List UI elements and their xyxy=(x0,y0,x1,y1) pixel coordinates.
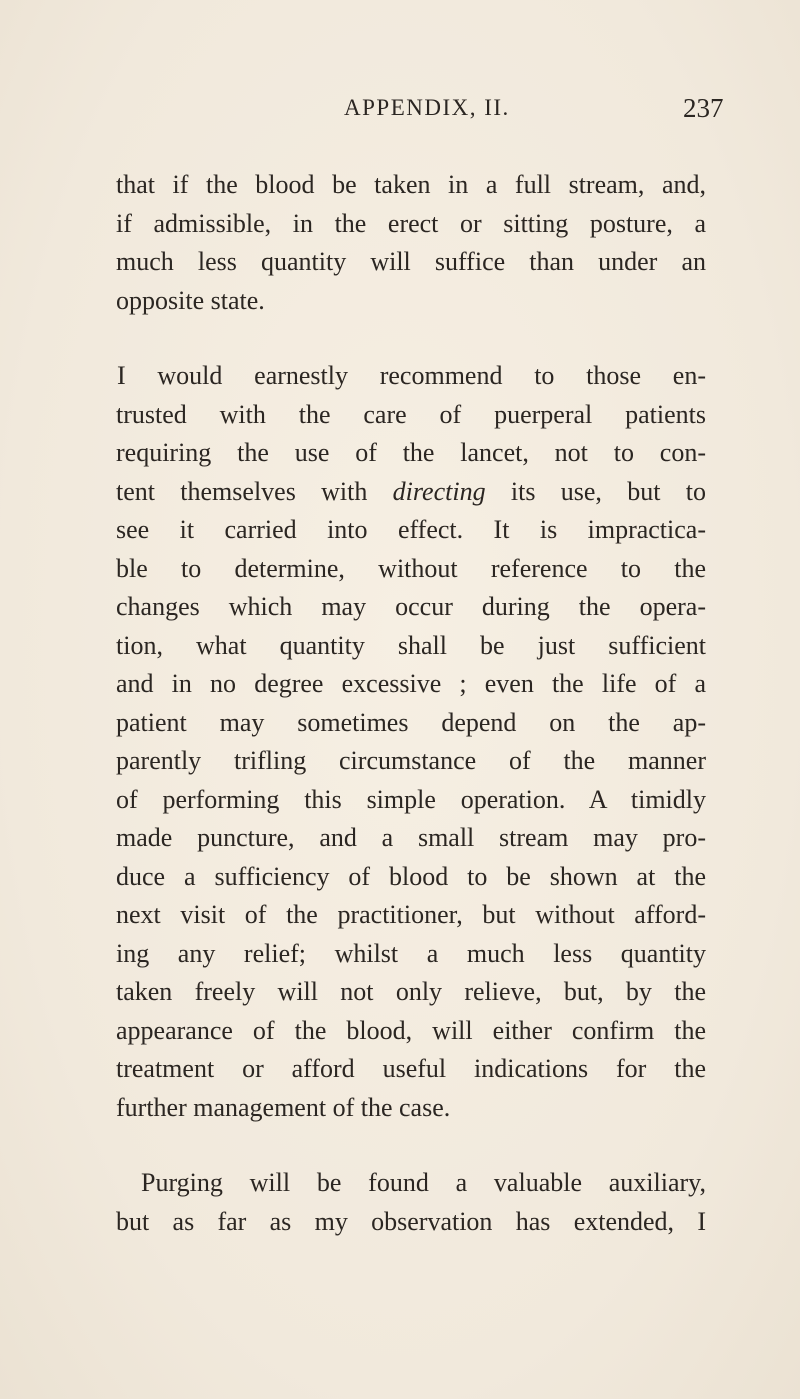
text-line: ing any relief; whilst a much less quantity xyxy=(116,938,706,968)
text-line: trusted with the care of puerperal patients xyxy=(116,399,706,429)
page-number: 237 xyxy=(683,93,724,123)
text-line: tion, what quantity shall be just sufficient xyxy=(116,630,706,660)
text-line: and in no degree excessive ; even the life of a xyxy=(116,669,706,698)
text-run: its use, but to xyxy=(485,476,706,506)
paragraph xyxy=(116,1164,706,1241)
text-line: ble to determine, without reference to the xyxy=(116,553,706,583)
text-line: but as far as my observation has extended, I xyxy=(116,1206,706,1236)
text-line: parently trifling circumstance of the manner xyxy=(116,746,706,775)
body-text xyxy=(116,166,706,1241)
paragraph xyxy=(116,357,706,1127)
text-line: next visit of the practitioner, but without afford- xyxy=(116,900,706,929)
text-run: tent themselves with xyxy=(116,476,393,506)
text-line: I would earnestly recommend to those en- xyxy=(117,361,706,390)
text-line: made puncture, and a small stream may pro- xyxy=(116,823,706,852)
text-line: much less quantity will suffice than under an xyxy=(116,247,706,276)
text-line: that if the blood be taken in a full stream, and, xyxy=(116,170,706,199)
text-line: further management of the case. xyxy=(116,1092,451,1122)
text-line-with-emphasis xyxy=(116,473,706,512)
text-line: taken freely will not only relieve, but, by the xyxy=(116,977,706,1006)
emphasized-word: directing xyxy=(392,476,486,506)
text-line: requiring the use of the lancet, not to con- xyxy=(116,438,706,467)
text-line: opposite state. xyxy=(116,285,265,315)
running-title: APPENDIX, II. xyxy=(344,95,510,120)
text-line: appearance of the blood, will either confirm the xyxy=(116,1015,706,1045)
text-line: changes which may occur during the opera- xyxy=(116,592,706,621)
text-line: see it carried into effect. It is impractica- xyxy=(116,515,706,544)
text-line: duce a sufficiency of blood to be shown at the xyxy=(116,861,706,891)
text-line: if admissible, in the erect or sitting posture, a xyxy=(116,208,706,238)
text-line: treatment or afford useful indications for the xyxy=(116,1054,706,1083)
running-head xyxy=(0,88,800,128)
paragraph xyxy=(116,166,706,320)
text-line: of performing this simple operation. A timidly xyxy=(116,784,706,814)
text-line: patient may sometimes depend on the ap- xyxy=(116,707,706,737)
text-line: Purging will be found a valuable auxiliary, xyxy=(141,1168,706,1197)
